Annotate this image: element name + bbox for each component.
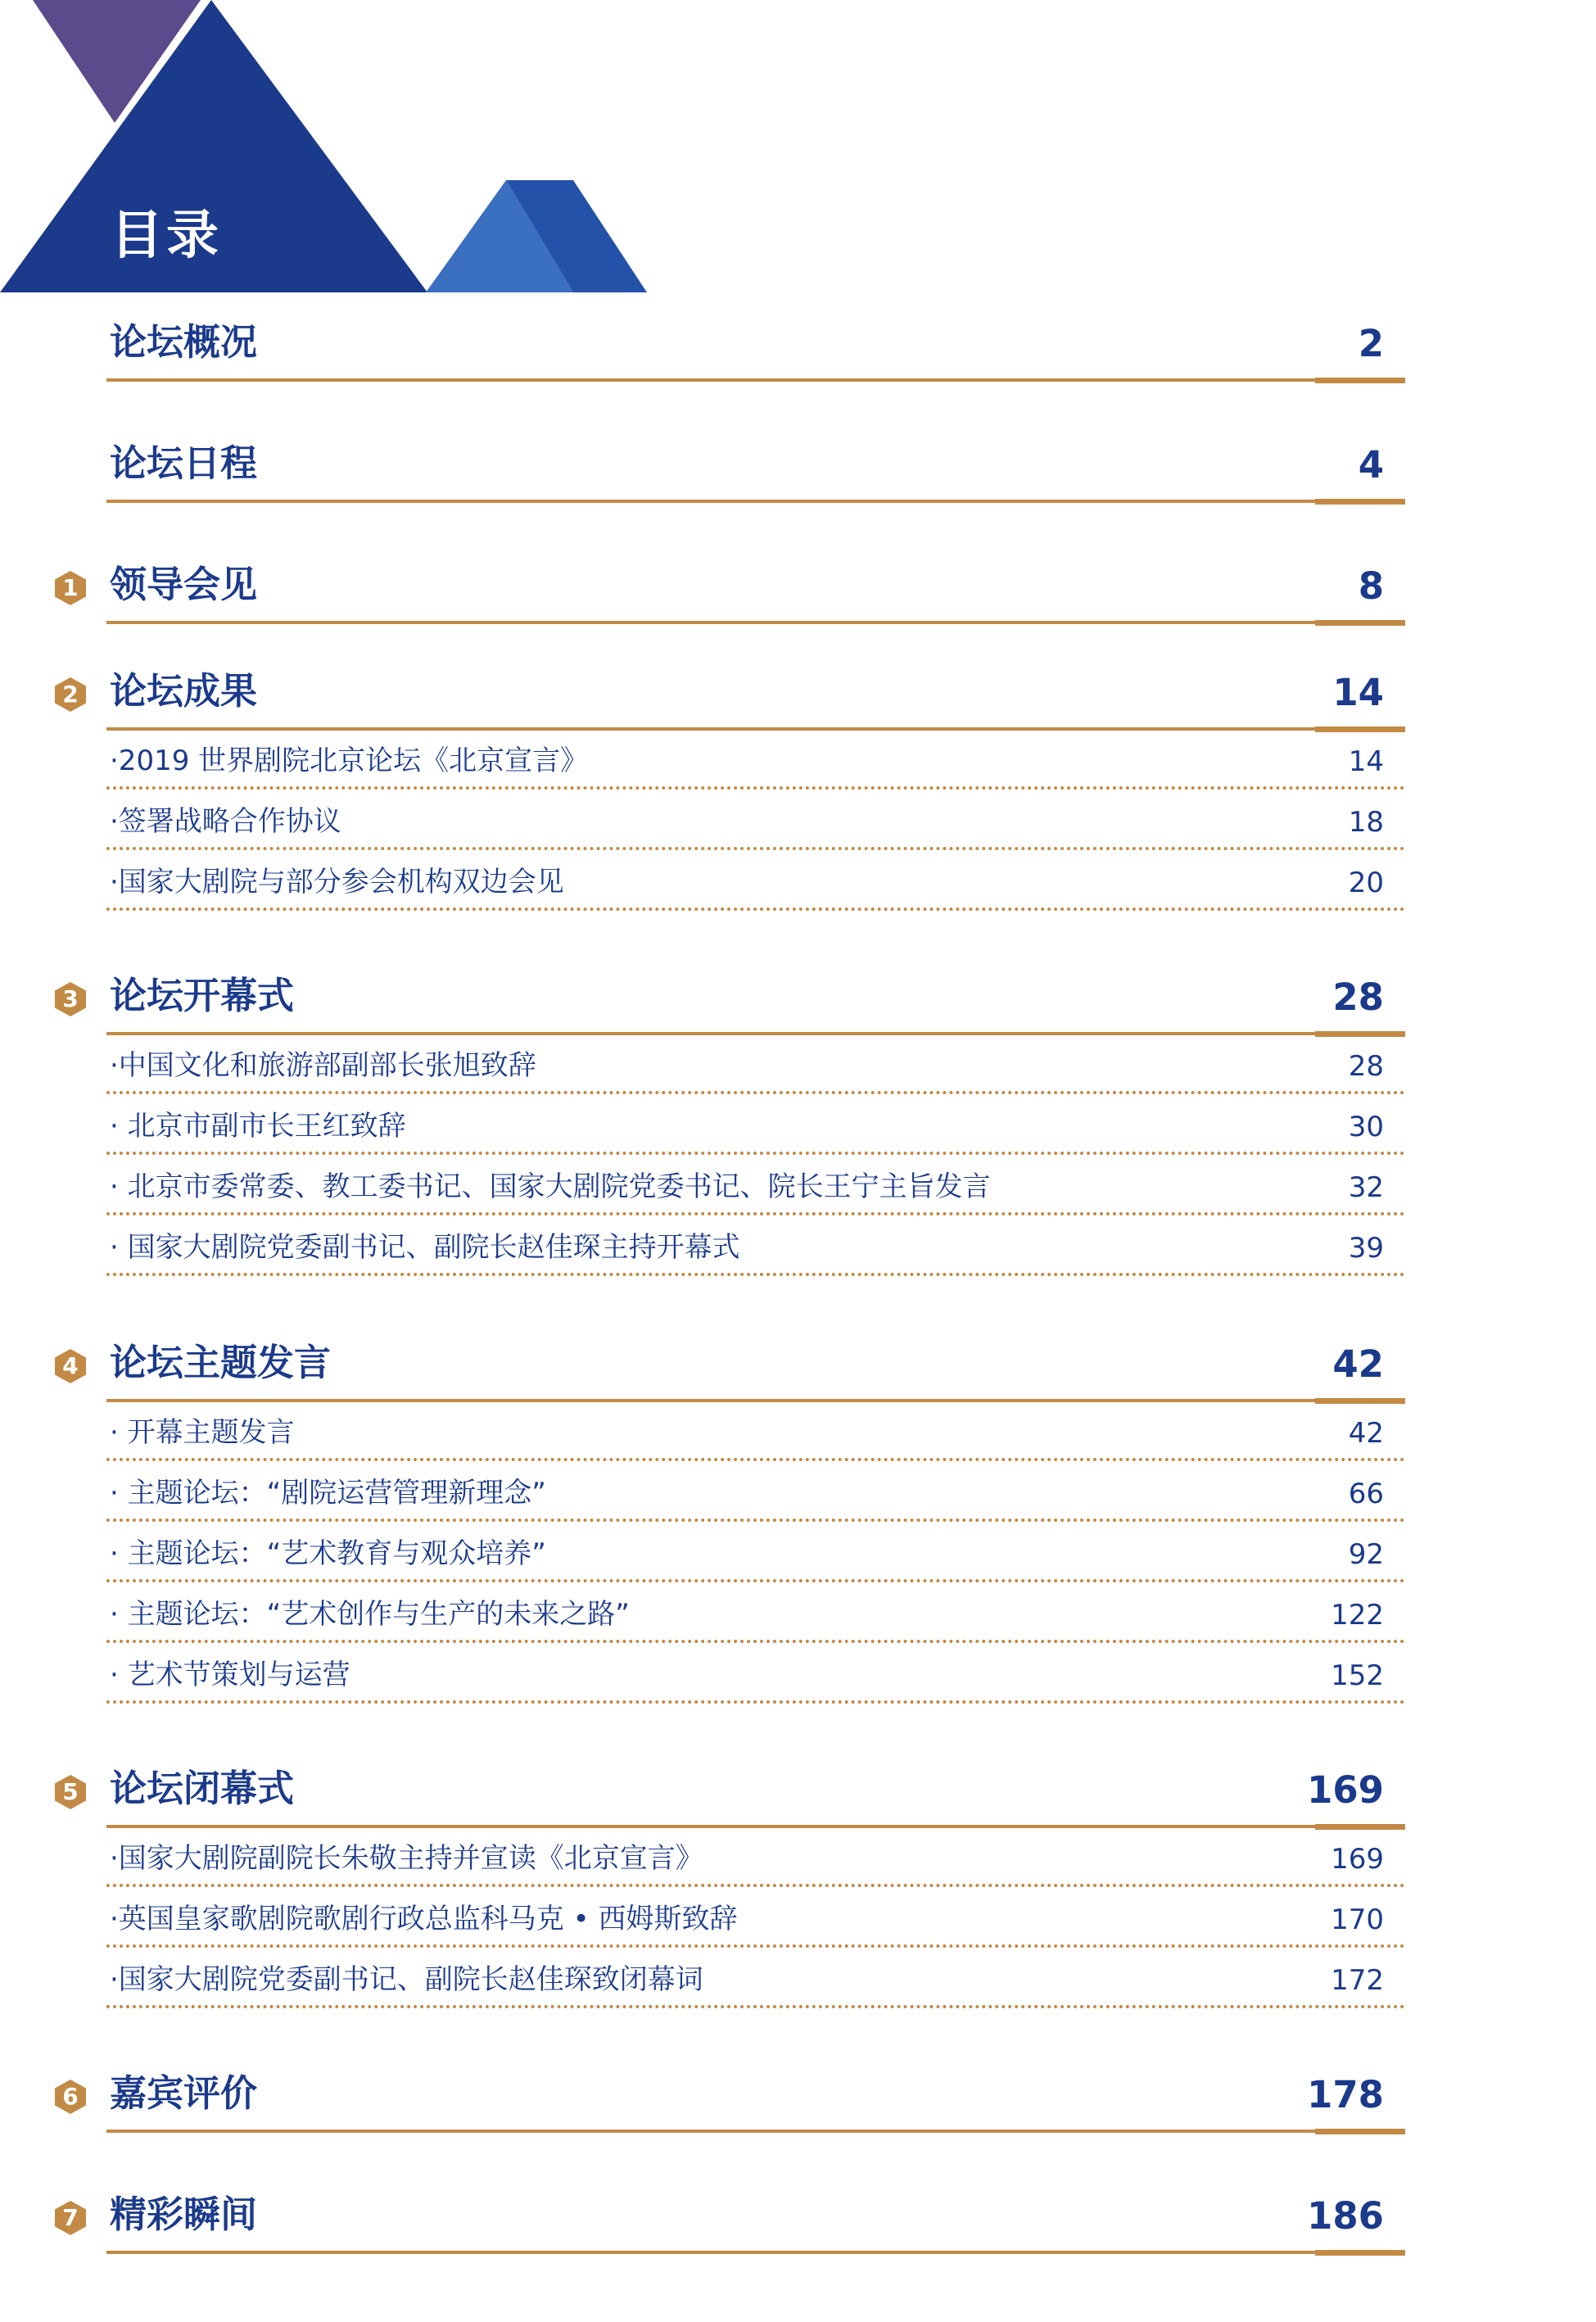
toc-sub-entry-page: 170 xyxy=(1331,1903,1384,1936)
toc-entry-page: 2 xyxy=(1358,322,1384,365)
dotted-leader xyxy=(106,2005,1405,2008)
divider-accent xyxy=(1315,378,1405,383)
toc-sub-entry[interactable] xyxy=(106,1522,1405,1582)
toc-sub-entry-label: ·国家大剧院与部分参会机构双边会见 xyxy=(110,866,564,898)
toc-sub-entry[interactable] xyxy=(106,1215,1405,1276)
svg-text:2: 2 xyxy=(62,681,79,708)
toc-entry-label: 论坛成果 xyxy=(110,669,258,713)
toc-sub-entry[interactable] xyxy=(106,790,1405,850)
toc-entry-label: 领导会见 xyxy=(110,563,258,606)
toc-sub-entry-page: 169 xyxy=(1331,1843,1384,1876)
svg-text:5: 5 xyxy=(62,1778,79,1805)
toc-sub-entry-label: · 国家大剧院党委副书记、副院长赵佳琛主持开幕式 xyxy=(110,1231,740,1264)
toc-sub-entry-label: ·国家大剧院副院长朱敬主持并宣读《北京宣言》 xyxy=(110,1842,703,1875)
section-number-badge xyxy=(52,1774,88,1810)
toc-sub-entry-page: 172 xyxy=(1331,1964,1384,1997)
toc-entry-opening-ceremony[interactable] xyxy=(62,970,1392,1035)
toc-entry-label: 精彩瞬间 xyxy=(110,2193,258,2236)
toc-entry-page: 178 xyxy=(1307,2073,1384,2116)
toc-sub-entry[interactable] xyxy=(106,1401,1405,1461)
toc-sub-entry[interactable] xyxy=(106,1643,1405,1704)
toc-sub-entry-label: ·英国皇家歌剧院歌剧行政总监科马克 • 西姆斯致辞 xyxy=(110,1903,738,1935)
toc-entry-forum-results[interactable] xyxy=(62,665,1392,731)
toc-sub-entry-label: ·国家大剧院党委副书记、副院长赵佳琛致闭幕词 xyxy=(110,1963,703,1996)
section-number-badge xyxy=(52,1348,88,1384)
divider-accent xyxy=(1315,2129,1405,2134)
toc-sub-entry-label: · 主题论坛：“剧院运营管理新理念” xyxy=(110,1477,546,1510)
toc-sub-entry-label: · 主题论坛：“艺术创作与生产的未来之路” xyxy=(110,1598,630,1631)
section-number-badge xyxy=(52,677,88,713)
section-number-badge xyxy=(52,981,88,1017)
toc-sub-entry-label: · 开幕主题发言 xyxy=(110,1416,295,1449)
toc-entry-label: 论坛日程 xyxy=(110,441,258,485)
divider-line xyxy=(106,378,1392,382)
toc-sub-entry[interactable] xyxy=(106,1887,1405,1948)
toc-entry-label: 论坛开幕式 xyxy=(110,974,295,1017)
section-number-badge xyxy=(52,570,88,606)
divider-line xyxy=(106,2251,1392,2254)
toc-sub-entry-page: 66 xyxy=(1348,1478,1384,1510)
divider-line xyxy=(106,2130,1392,2133)
toc-entry-page: 8 xyxy=(1358,564,1384,608)
toc-sub-entry[interactable] xyxy=(106,729,1405,790)
toc-sub-entry-label: · 主题论坛：“艺术教育与观众培养” xyxy=(110,1537,546,1570)
divider-line xyxy=(106,500,1392,503)
toc-sub-entry[interactable] xyxy=(106,850,1405,911)
toc-entry-label: 论坛概况 xyxy=(110,320,258,364)
divider-line xyxy=(106,621,1392,624)
toc-entry-page: 4 xyxy=(1358,443,1384,487)
toc-sub-entry-label: · 北京市委常委、教工委书记、国家大剧院党委书记、院长王宁主旨发言 xyxy=(110,1170,991,1203)
toc-sub-entry-page: 92 xyxy=(1348,1538,1384,1571)
toc-sub-entry-page: 18 xyxy=(1348,806,1384,839)
toc-entry-page: 14 xyxy=(1332,671,1384,714)
dotted-leader xyxy=(106,1273,1405,1276)
toc-entry-page: 28 xyxy=(1332,975,1384,1019)
toc-sub-entry[interactable] xyxy=(106,1948,1405,2008)
toc-sub-entry-label: · 北京市副市长王红致辞 xyxy=(110,1110,406,1143)
toc-sub-entry-page: 42 xyxy=(1348,1417,1384,1450)
toc-sub-entry-page: 30 xyxy=(1348,1111,1384,1143)
toc-entry-page: 186 xyxy=(1307,2194,1384,2238)
toc-sub-entry-page: 32 xyxy=(1348,1171,1384,1204)
toc-entry-label: 嘉宾评价 xyxy=(110,2071,258,2115)
toc-entry-label: 论坛主题发言 xyxy=(110,1341,332,1384)
toc-sub-entry-page: 14 xyxy=(1348,745,1384,778)
toc-entry-guest-reviews[interactable] xyxy=(62,2067,1392,2133)
toc-sub-entry-page: 122 xyxy=(1331,1599,1384,1632)
toc-entry-highlights[interactable] xyxy=(62,2188,1392,2254)
toc-sub-entry-page: 28 xyxy=(1348,1050,1384,1083)
svg-text:1: 1 xyxy=(62,574,79,601)
toc-sub-entry-page: 39 xyxy=(1348,1232,1384,1265)
toc-sub-entry[interactable] xyxy=(106,1826,1405,1887)
toc-sub-entry-label: ·签署战略合作协议 xyxy=(110,805,341,838)
dotted-leader xyxy=(106,908,1405,911)
svg-text:7: 7 xyxy=(62,2204,79,2231)
toc-sub-entry[interactable] xyxy=(106,1155,1405,1215)
svg-text:6: 6 xyxy=(62,2083,79,2110)
toc-sub-entry-label: · 艺术节策划与运营 xyxy=(110,1659,350,1691)
toc-sub-entry-label: ·2019 世界剧院北京论坛《北京宣言》 xyxy=(110,745,589,777)
toc-sub-entry[interactable] xyxy=(106,1461,1405,1522)
toc-sub-entry[interactable] xyxy=(106,1094,1405,1155)
page-title: 目录 xyxy=(111,206,222,266)
toc-entry-keynote-speeches[interactable] xyxy=(62,1337,1392,1402)
svg-text:3: 3 xyxy=(62,985,79,1012)
toc-entry-leadership-meeting[interactable] xyxy=(62,559,1392,624)
toc-sub-entry-label: ·中国文化和旅游部副部长张旭致辞 xyxy=(110,1049,536,1082)
toc-entry-forum-schedule[interactable] xyxy=(106,437,1392,503)
divider-accent xyxy=(1315,499,1405,505)
toc-entry-page: 169 xyxy=(1307,1768,1384,1812)
dotted-leader xyxy=(106,1700,1405,1704)
divider-accent xyxy=(1315,620,1405,626)
toc-entry-label: 论坛闭幕式 xyxy=(110,1767,295,1810)
toc-entry-closing-ceremony[interactable] xyxy=(62,1763,1392,1828)
section-number-badge xyxy=(52,2079,88,2115)
toc-entry-forum-overview[interactable] xyxy=(106,316,1392,382)
toc-sub-entry-page: 152 xyxy=(1331,1659,1384,1692)
toc-entry-page: 42 xyxy=(1332,1342,1384,1386)
toc-sub-entry[interactable] xyxy=(106,1034,1405,1094)
divider-accent xyxy=(1315,2250,1405,2256)
toc-sub-entry[interactable] xyxy=(106,1582,1405,1643)
section-number-badge xyxy=(52,2200,88,2236)
svg-text:4: 4 xyxy=(62,1352,79,1379)
toc-sub-entry-page: 20 xyxy=(1348,867,1384,899)
